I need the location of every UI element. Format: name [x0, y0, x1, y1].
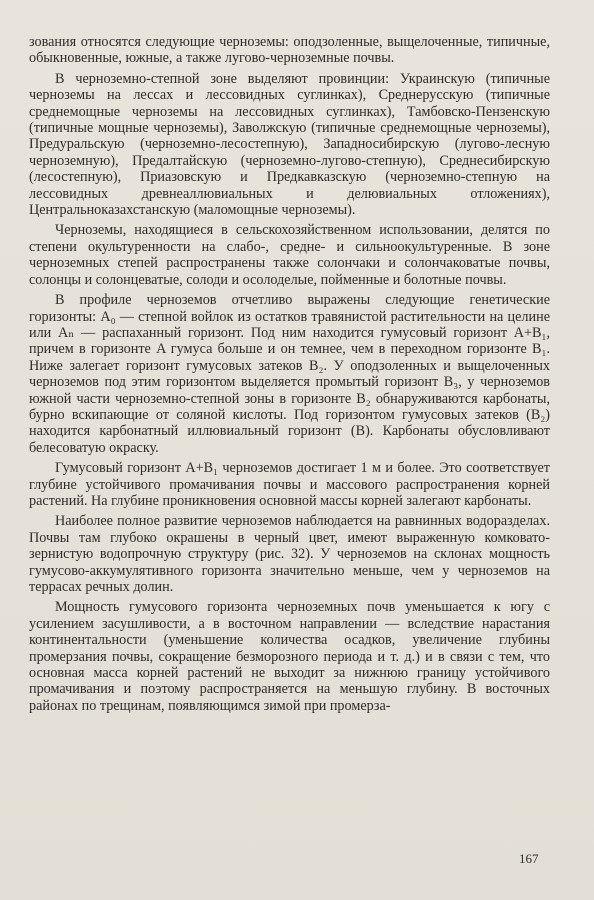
paragraph-4: В профиле черноземов отчетливо выражены следующие генетические горизонты: A₀ — степной войлок из остатков травянистой растительности на целине или Aₙ — распаханный горизонт. Под ним находится гумусовый горизонт A+B₁, причем в горизонте A гумуса больше и он темнее, чем в переходном горизонте B₁. Ниже залегает горизонт гумусовых затеков B₂. У оподзоленных и выщелоченных черноземов под этим горизонтом выделяется промытый горизонт B₃, у черноземов южной части черноземно-степной зоны в горизонте B₂ обнаруживаются карбонаты, бурно вскипающие от соляной кислоты. Под горизонтом гумусовых затеков (B₂) находится карбонатный иллювиальный горизонт (B). Карбонаты обусловливают белесоватую окраску.: [29, 292, 550, 456]
paragraph-7: Мощность гумусового горизонта черноземных почв уменьшается к югу с усилением засушливости, а в восточном направлении — вследствие нарастания континентальности (уменьшение количества осадков, увеличение глубины промерзания почвы, сокращение безморозного периода и т. д.) и в связи с тем, что основная масса корней растений не выходит за нижнюю границу устойчивого промачивания и поэтому распространяется на меньшую глубину. В восточных районах по трещинам, появляющимся зимой при промерза-: [29, 599, 550, 714]
paragraph-6: Наиболее полное развитие черноземов наблюдается на равнинных водоразделах. Почвы там глубоко окрашены в черный цвет, имеют выраженную комковато-зернистую водопрочную структуру (рис. 32). У черноземов на склонах мощность гумусово-аккумулятивного горизонта значительно меньше, чем у черноземов на террасах речных долин.: [29, 513, 550, 595]
paragraph-1: зования относятся следующие черноземы: оподзоленные, выщелоченные, типичные, обыкновенные, южные, а также лугово-черноземные почвы.: [29, 34, 550, 67]
paragraph-2: В черноземно-степной зоне выделяют провинции: Украинскую (типичные черноземы на лессах и лессовидных суглинках), Среднерусскую (типичные среднемощные черноземы на лессовидных суглинках), Тамбовско-Пензенскую (типичные мощные черноземы), Заволжскую (типичные среднемощные черноземы), Предуральскую (черноземно-лесостепную), Западносибирскую (лугово-лесную черноземную), Предалтайскую (черноземно-лугово-степную), Среднесибирскую (лесостепную), Приазовскую и Предкавказскую (черноземно-степную на лессовидных древнеаллювиальных и делювиальных отложениях), Центральноказахстанскую (маломощные черноземы).: [29, 70, 550, 219]
paragraph-3: Черноземы, находящиеся в сельскохозяйственном использовании, делятся по степени окультуренности на слабо-, средне- и сильноокультуренные. В зоне черноземных степей распространены также солончаки и солончаковатые почвы, солонцы и солонцеватые, солоди и осолоделые, пойменные и болотные почвы.: [29, 222, 550, 288]
page-number: 167: [519, 851, 539, 866]
body-text: [29, 34, 550, 718]
paragraph-5: Гумусовый горизонт A+B₁ черноземов достигает 1 м и более. Это соответствует глубине устойчивого промачивания почвы и массового распространения корней растений. На глубине проникновения основной массы корней залегают карбонаты.: [29, 460, 550, 509]
